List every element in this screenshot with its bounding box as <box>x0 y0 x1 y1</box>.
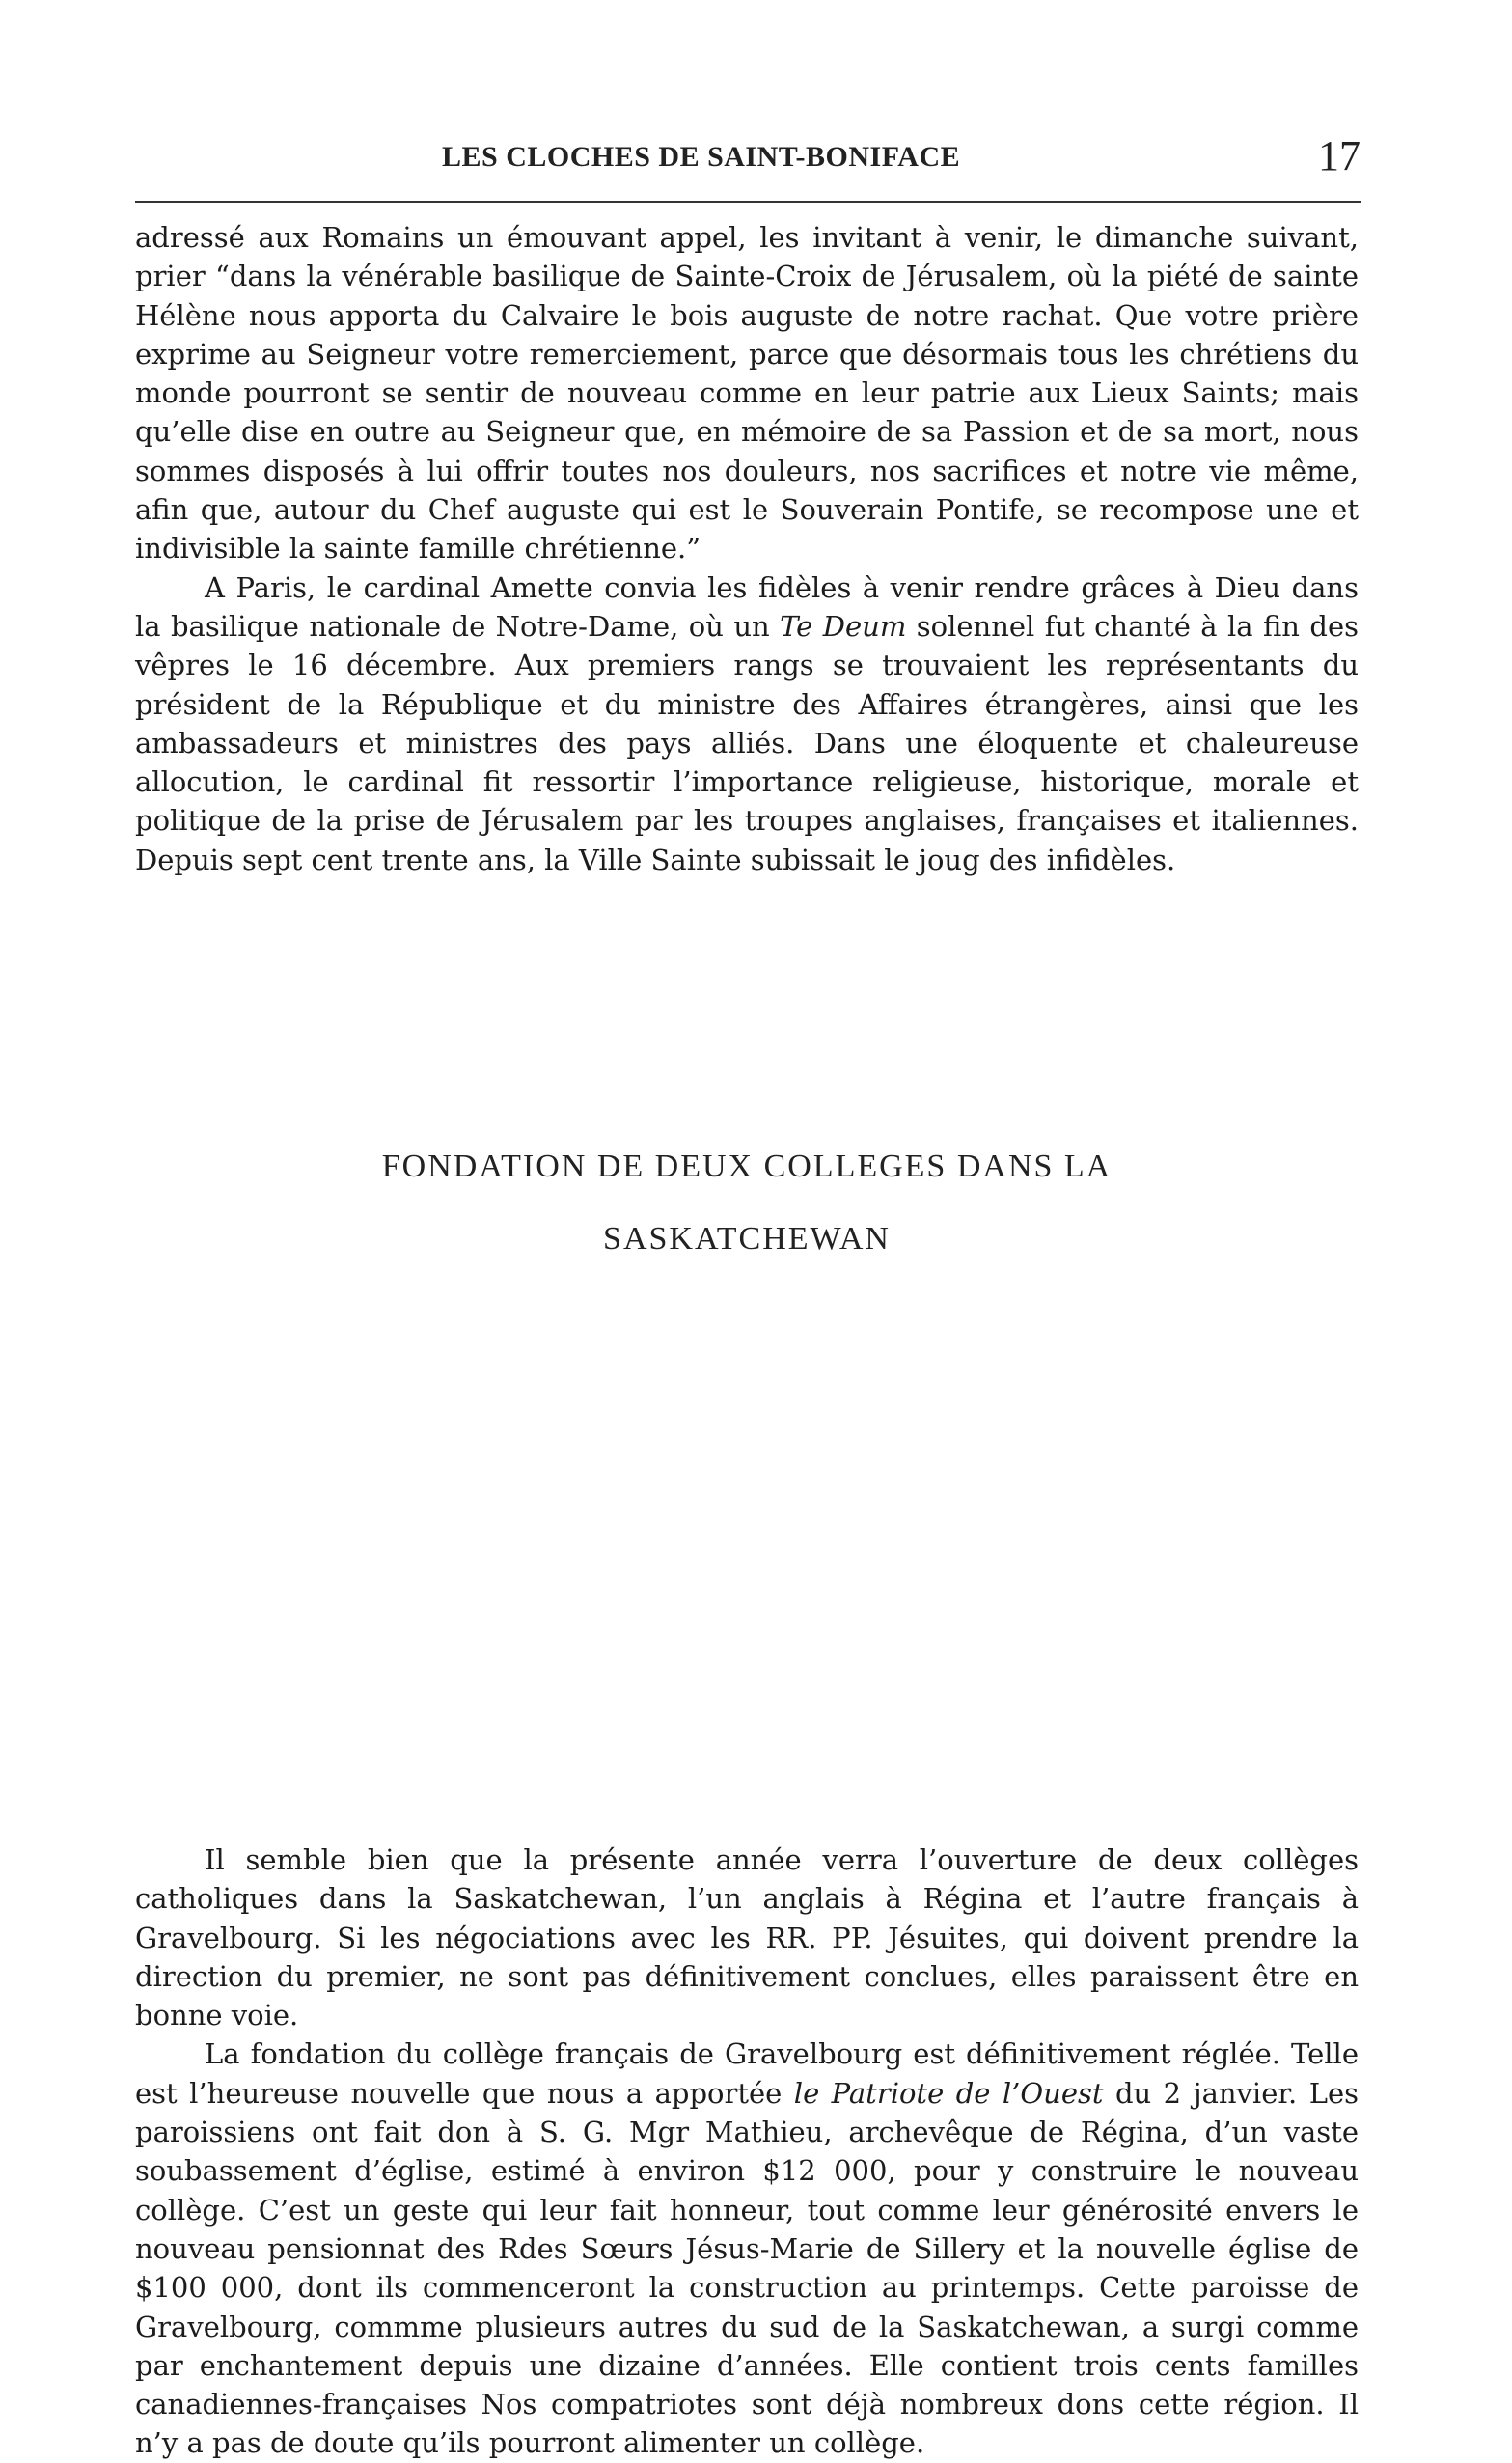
running-header <box>135 132 1361 193</box>
page-number: 17 <box>1318 132 1361 180</box>
running-title: LES CLOCHES DE SAINT-BONIFACE <box>442 141 961 173</box>
paragraph-continued: adressé aux Romains un émouvant appel, les invitant à venir, le dimanche suivant, prier “dans la vénérable basilique de Sainte-Croix de Jérusalem, où la piété de sainte Hélène nous apporta du Calvaire le bois auguste de notre rachat. Que votre prière exprime au Seigneur votre remerciement, parce que désormais tous les chrétiens du monde pourront se sentir de nouveau comme en leur patrie aux Lieux Saints; mais qu’elle dise en outre au Seigneur que, en mémoire de sa Passion et de sa mort, nous sommes disposés à lui offrir toutes nos douleurs, nos sacrifices et notre vie même, afin que, autour du Chef auguste qui est le Souverain Pontife, se recompose une et indivisible la sainte famille chrétienne.” <box>135 221 1359 566</box>
section-heading-line-1: FONDATION DE DEUX COLLEGES DANS LA <box>381 1148 1113 1184</box>
paragraph-paris <box>135 568 1359 879</box>
paragraph-gravelbourg-start: La fondation du collège français de Gravelbourg est définitivement réglée. Telle est l’heureuse nouvelle que nous a apportée <box>135 2037 1359 2110</box>
header-rule <box>135 201 1361 203</box>
paragraph-paris-end: solennel fut chanté à la fin des vêpres le 16 décembre. Aux premiers rangs se trouvaient les représentants du président de la République et du ministre des Affaires étrangères, ainsi que les ambassadeurs et ministres des pays alliés. Dans une éloquente et chaleureuse allocution, le cardinal fit ressortir l’importance religieuse, historique, morale et politique de la prise de Jérusalem par les troupes anglaises, françaises et italiennes. Depuis sept cent trente ans, la Ville Sainte subissait le joug des infidèles. <box>135 609 1359 876</box>
section-heading-line-2: SASKATCHEWAN <box>603 1221 891 1257</box>
patriote-italic: le Patriote de l’Ouest <box>793 2076 1104 2110</box>
body-text-section <box>135 1840 1359 2463</box>
paragraph-gravelbourg-end: du 2 janvier. Les paroissiens ont fait don à S. G. Mgr Mathieu, archevêque de Régina, d’un vaste soubassement d’église, estimé à environ $12 000, pour y construire le nouveau collège. C’est un geste qui leur fait honneur, tout comme leur générosité envers le nouveau pensionnat des Rdes Sœurs Jésus-Marie de Sillery et la nouvelle église de $100 000, dont ils commenceront la construction au printemps. Cette paroisse de Gravelbourg, commme plusieurs autres du sud de la Saskatchewan, a surgi comme par enchantement depuis une dizaine d’années. Elle contient trois cents familles canadiennes-françaises Nos compatriotes sont déjà nombreux dons cette région. Il n’y a pas de doute qu’ils pourront alimenter un collège. <box>135 2076 1360 2460</box>
body-text-top <box>135 218 1359 879</box>
te-deum-italic: Te Deum <box>780 609 907 643</box>
paragraph-gravelbourg <box>135 2034 1359 2462</box>
paragraph-colleges: Il semble bien que la présente année verra l’ouverture de deux collèges catholiques dans la Saskatchewan, l’un anglais à Régina et l’autre français à Gravelbourg. Si les négociations avec les RR. PP. Jésuites, qui doivent prendre la direction du premier, ne sont pas définitivement conclues, elles paraissent être en bonne voie. <box>135 1843 1359 2033</box>
paragraph-paris-start: A Paris, le cardinal Amette convia les fidèles à venir rendre grâces à Dieu dans la basilique nationale de Notre-Dame, où un <box>135 570 1359 643</box>
